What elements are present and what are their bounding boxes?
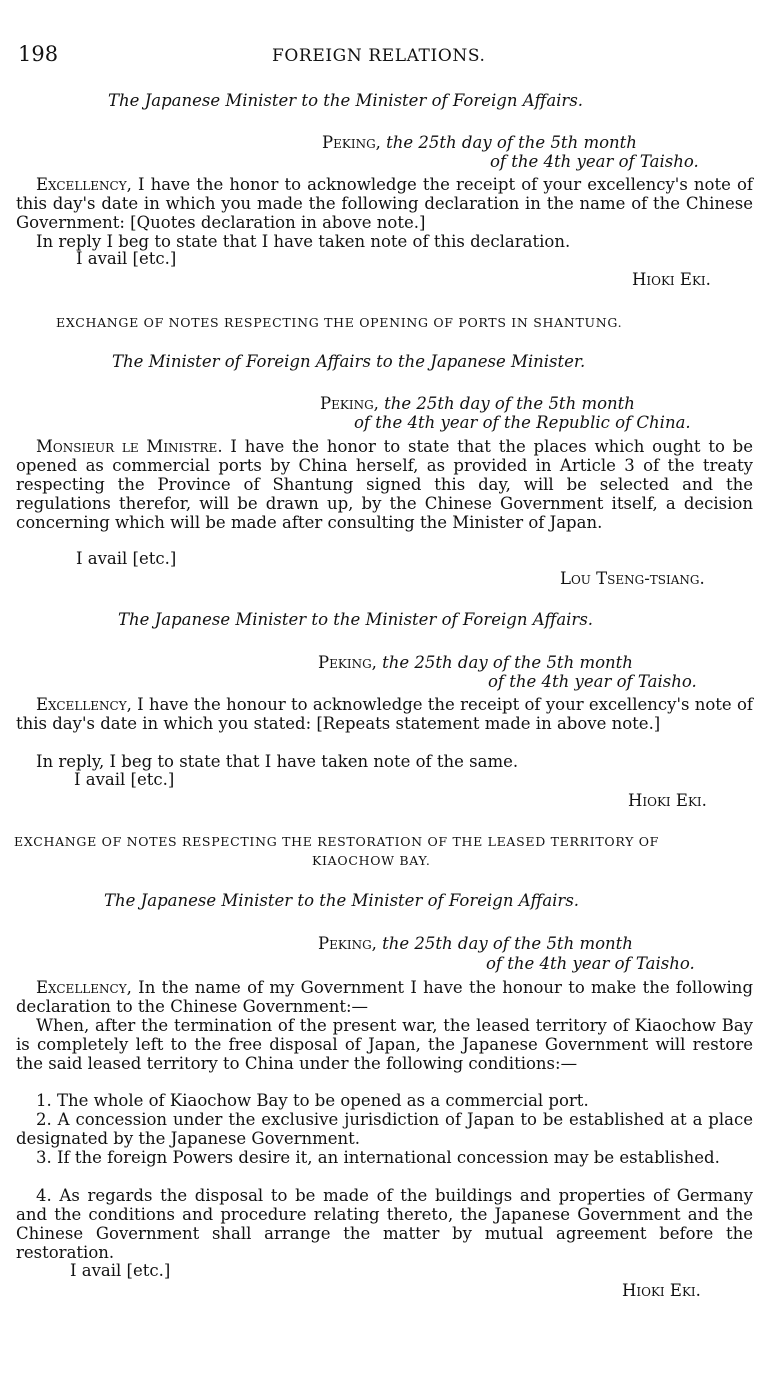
doc4-close: I avail [etc.] — [70, 1261, 171, 1280]
doc3-signature: Hioki Eki. — [628, 791, 707, 810]
doc2-place: Peking, — [320, 394, 379, 413]
doc4-dateline — [318, 935, 633, 953]
doc2-date-line1: the 25th day of the 5th month — [384, 394, 635, 413]
doc4-body-text: In the name of my Government I have the honour to make the following declaration to the Chinese Government:— — [16, 978, 753, 1016]
doc1-salutation: Excellency, — [36, 175, 132, 194]
doc1-body — [16, 175, 753, 232]
doc4-body — [16, 978, 753, 1016]
doc4-date-line1: the 25th day of the 5th month — [382, 934, 633, 953]
doc2-heading: The Minister of Foreign Affairs to the Japanese Minister. — [112, 352, 586, 371]
doc2-body — [16, 437, 753, 532]
doc4-place: Peking, — [318, 934, 377, 953]
doc3-heading: The Japanese Minister to the Minister of Foreign Affairs. — [118, 610, 594, 629]
doc4-item4: 4. As regards the disposal to be made of the buildings and properties of Germany and the conditions and procedure relating thereto, the Japanese Government and the Chinese Government shall arrange the matter by mutual agreement before the restoration. — [16, 1186, 753, 1262]
doc1-dateline — [322, 134, 637, 152]
doc2-signature: Lou Tseng-tsiang. — [560, 569, 705, 588]
doc4-date-line2: of the 4th year of Taisho. — [486, 954, 695, 973]
doc4-item1: 1. The whole of Kiaochow Bay to be opened as a commercial port. — [36, 1091, 589, 1110]
doc4-signature: Hioki Eki. — [622, 1281, 701, 1300]
doc2-close: I avail [etc.] — [76, 549, 177, 568]
doc2-dateline — [320, 395, 635, 413]
doc2-salutation: Monsieur le Ministre. — [36, 437, 223, 456]
section1-title: EXCHANGE OF NOTES RESPECTING THE OPENING OF PORTS IN SHANTUNG. — [56, 315, 623, 330]
doc1-date-line2: of the 4th year of Taisho. — [490, 152, 699, 171]
doc1-date-line1: the 25th day of the 5th month — [386, 133, 637, 152]
doc1-close: I avail [etc.] — [76, 249, 177, 268]
doc4-item2: 2. A concession under the exclusive jurisdiction of Japan to be established at a place designated by the Japanese Government. — [16, 1110, 753, 1148]
doc4-salutation: Excellency, — [36, 978, 132, 997]
doc3-close: I avail [etc.] — [74, 770, 175, 789]
doc4-heading: The Japanese Minister to the Minister of Foreign Affairs. — [104, 891, 580, 910]
doc1-body-text: I have the honor to acknowledge the receipt of your excellency's note of this day's date in which you made the following declaration in the name of the Chinese Government: [Quotes declaration in above note.] — [16, 175, 753, 232]
doc1-reply: In reply I beg to state that I have taken note of this declaration. — [36, 232, 571, 251]
doc3-body-text: I have the honour to acknowledge the receipt of your excellency's note of this day's date in which you stated: [Repeats statement made in above note.] — [16, 695, 753, 733]
doc1-place: Peking, — [322, 133, 381, 152]
doc3-date-line1: the 25th day of the 5th month — [382, 653, 633, 672]
doc3-salutation: Excellency, — [36, 695, 132, 714]
doc3-body — [16, 695, 753, 733]
doc2-date-line2: of the 4th year of the Republic of China. — [354, 413, 691, 432]
doc1-heading: The Japanese Minister to the Minister of Foreign Affairs. — [108, 91, 584, 110]
doc3-reply: In reply, I beg to state that I have taken note of the same. — [36, 752, 519, 771]
doc3-dateline — [318, 654, 633, 672]
doc2-body-text: I have the honor to state that the places which ought to be opened as commercial ports by China herself, as provided in Article 3 of the treaty respecting the Province of Shantung signed this day, will be selected and the regulations therefor, will be drawn up, by the Chinese Government itself, a decision concerning which will be made after consulting the Minister of Japan. — [16, 437, 754, 532]
section2-title-line2: KIAOCHOW BAY. — [312, 853, 431, 868]
doc3-place: Peking, — [318, 653, 377, 672]
running-header: FOREIGN RELATIONS. — [272, 46, 486, 66]
doc4-para2: When, after the termination of the present war, the leased territory of Kiaochow Bay is completely left to the free disposal of Japan, the Japanese Government will restore the said leased territory to China under the following conditions:— — [16, 1016, 753, 1073]
doc3-date-line2: of the 4th year of Taisho. — [488, 672, 697, 691]
doc1-signature: Hioki Eki. — [632, 270, 711, 289]
page-number: 198 — [18, 42, 59, 66]
doc4-item3: 3. If the foreign Powers desire it, an international concession may be established. — [36, 1148, 720, 1167]
section2-title-line1: EXCHANGE OF NOTES RESPECTING THE RESTORATION OF THE LEASED TERRITORY OF — [14, 834, 660, 849]
